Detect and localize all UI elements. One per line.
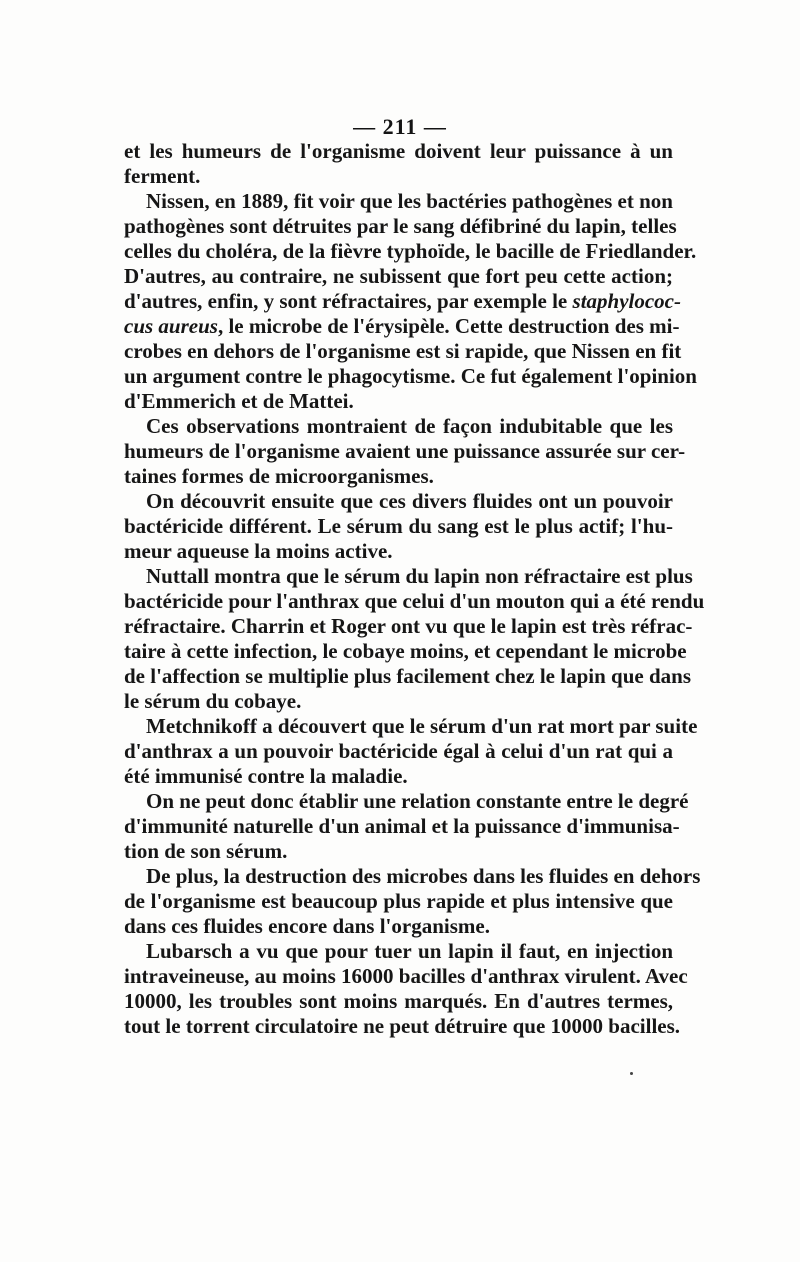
text-line: crobes en dehors de l'organisme est si rapide, que Nissen en fit bbox=[124, 339, 682, 363]
text-line: taines formes de microorganismes. bbox=[124, 464, 434, 488]
text-line: le sérum du cobaye. bbox=[124, 689, 302, 713]
text-line: De plus, la destruction des microbes dans les fluides en dehors bbox=[146, 864, 701, 888]
text-line: dans ces fluides encore dans l'organisme. bbox=[124, 914, 490, 938]
page-number: — 211 — bbox=[353, 114, 447, 139]
text-line: réfractaire. Charrin et Roger ont vu que le lapin est très réfrac- bbox=[124, 614, 693, 638]
body-text bbox=[124, 139, 705, 1039]
paragraph-ferment bbox=[124, 139, 673, 189]
text-line: taire à cette infection, le cobaye moins, et cependant le microbe bbox=[124, 639, 687, 663]
text-line: Lubarsch a vu que pour tuer un lapin il faut, en injection bbox=[146, 939, 673, 963]
paragraph-fluides bbox=[124, 489, 673, 564]
text-line: celles du choléra, de la fièvre typhoïde, le bacille de Friedlander. bbox=[124, 239, 697, 263]
text-segment: , le microbe de l'érysipèle. Cette destruction des mi- bbox=[217, 314, 680, 338]
text-line: bactéricide différent. Le sérum du sang est le plus actif; l'hu- bbox=[124, 514, 673, 538]
paragraph-relation bbox=[124, 789, 689, 864]
ink-speck bbox=[630, 1072, 633, 1075]
text-line: humeurs de l'organisme avaient une puissance assurée sur cer- bbox=[124, 439, 686, 463]
text-line: et les humeurs de l'organisme doivent leur puissance à un bbox=[124, 139, 673, 163]
text-line: un argument contre le phagocytisme. Ce fut également l'opinion bbox=[124, 364, 697, 388]
text-line: D'autres, au contraire, ne subissent que fort peu cette action; bbox=[124, 264, 673, 288]
paragraph-metchnikoff bbox=[124, 714, 698, 789]
text-line: tout le torrent circulatoire ne peut détruire que 10000 bacilles. bbox=[124, 1014, 681, 1038]
text-line: meur aqueuse la moins active. bbox=[124, 539, 393, 563]
text-line: On découvrit ensuite que ces divers fluides ont un pouvoir bbox=[146, 489, 673, 513]
text-line: 10000, les troubles sont moins marqués. En d'autres termes, bbox=[124, 989, 673, 1013]
paragraph-observations bbox=[124, 414, 686, 489]
text-line: d'immunité naturelle d'un animal et la puissance d'immunisa- bbox=[124, 814, 680, 838]
text-line: de l'affection se multiplie plus facilement chez le lapin que dans bbox=[124, 664, 691, 688]
text-line: de l'organisme est beaucoup plus rapide et plus intensive que bbox=[124, 889, 673, 913]
text-line: Nissen, en 1889, fit voir que les bactéries pathogènes et non bbox=[146, 189, 673, 213]
paragraph-lubarsch bbox=[124, 939, 688, 1039]
text-line-with-italic bbox=[124, 314, 680, 339]
text-line: On ne peut donc établir une relation constante entre le degré bbox=[146, 789, 689, 813]
italic-term: staphylococ- bbox=[572, 289, 681, 313]
text-line: ferment. bbox=[124, 164, 201, 188]
text-segment: d'autres, enfin, y sont réfractaires, par exemple le bbox=[124, 289, 573, 313]
text-line: Nuttall montra que le sérum du lapin non réfractaire est plus bbox=[146, 564, 693, 588]
text-line: pathogènes sont détruites par le sang défibriné du lapin, telles bbox=[124, 214, 677, 238]
paragraph-nissen bbox=[124, 189, 697, 414]
text-line: d'Emmerich et de Mattei. bbox=[124, 389, 354, 413]
text-line-with-italic bbox=[124, 289, 681, 314]
paragraph-nuttall bbox=[124, 564, 705, 714]
text-line: tion de son sérum. bbox=[124, 839, 288, 863]
text-line: intraveineuse, au moins 16000 bacilles d'anthrax virulent. Avec bbox=[124, 964, 688, 988]
paragraph-destruction bbox=[124, 864, 701, 939]
text-line: bactéricide pour l'anthrax que celui d'un mouton qui a été rendu bbox=[124, 589, 705, 613]
text-line: Ces observations montraient de façon indubitable que les bbox=[146, 414, 673, 438]
text-line: d'anthrax a un pouvoir bactéricide égal à celui d'un rat qui a bbox=[124, 739, 673, 763]
text-line: Metchnikoff a découvert que le sérum d'un rat mort par suite bbox=[146, 714, 698, 738]
italic-term: cus aureus bbox=[124, 314, 218, 338]
text-line: été immunisé contre la maladie. bbox=[124, 764, 408, 788]
